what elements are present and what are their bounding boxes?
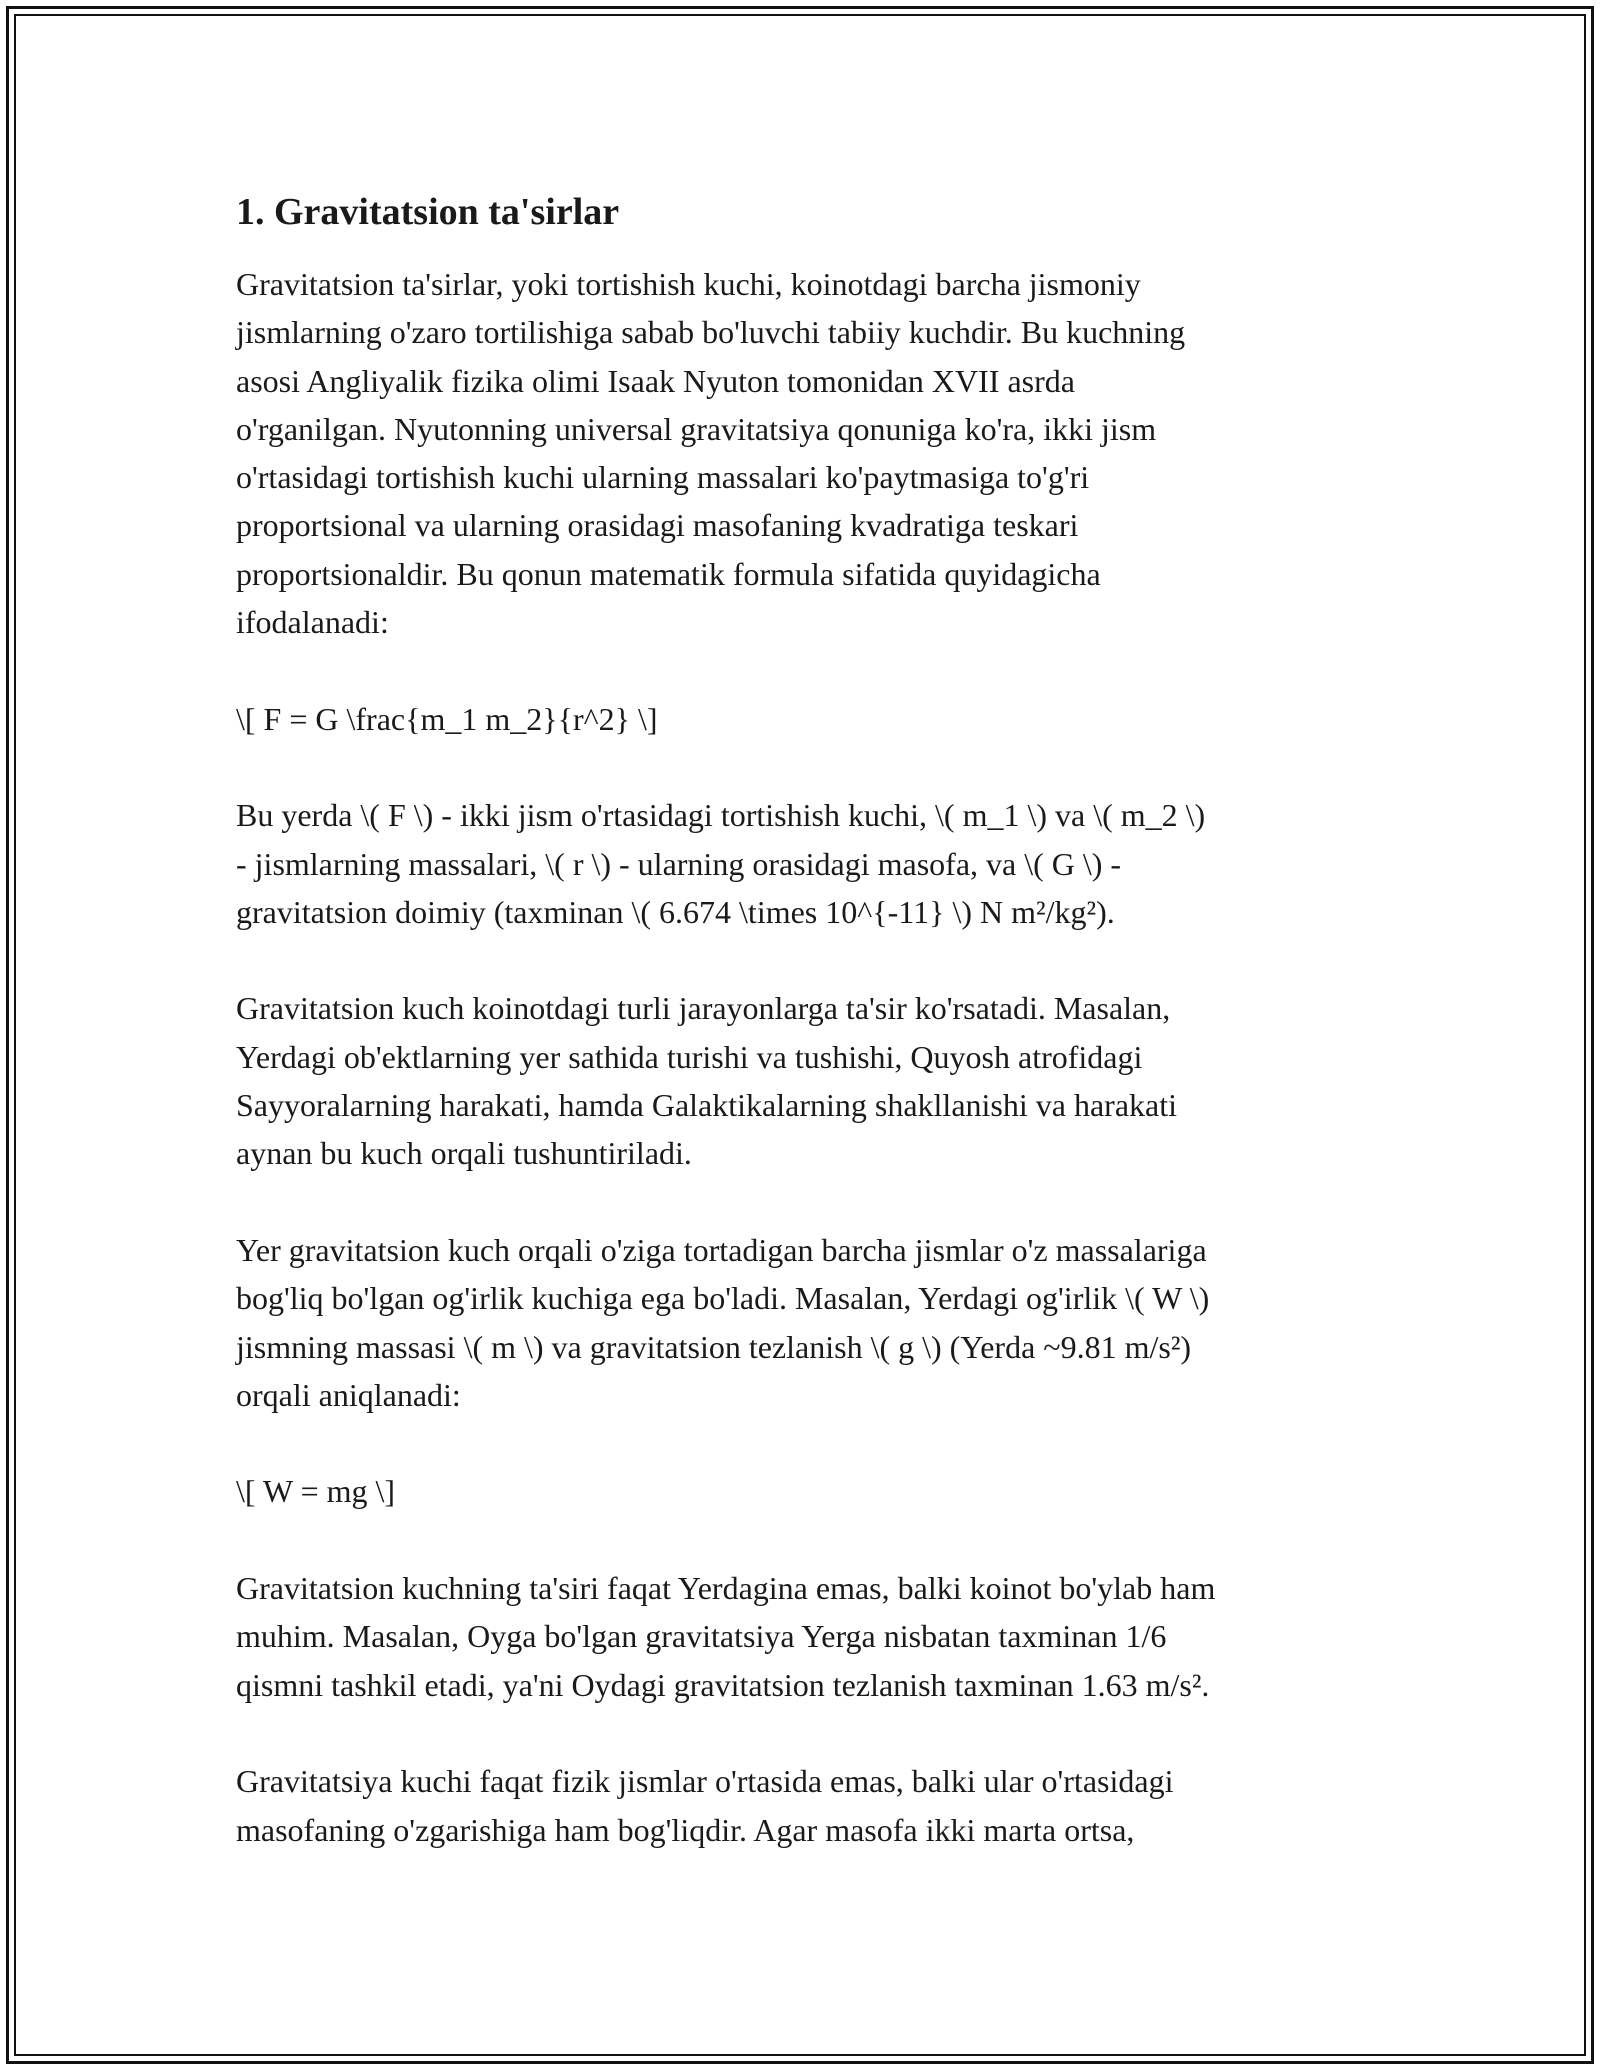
formula-block — [236, 695, 1376, 743]
formula-block — [236, 1467, 1376, 1515]
paragraph — [236, 984, 1376, 1177]
text-line: Bu yerda \( F \) - ikki jism o'rtasidagi tortishish kuchi, \( m_1 \) va \( m_2 \) — [236, 797, 1206, 834]
text-line: aynan bu kuch orqali tushuntiriladi. — [236, 1135, 692, 1172]
section-heading: 1. Gravitatsion ta'sirlar — [236, 191, 620, 233]
text-line: asosi Angliyalik fizika olimi Isaak Nyuton tomonidan XVII asrda — [236, 362, 1075, 399]
text-line: o'rtasidagi tortishish kuchi ularning massalari ko'paytmasiga to'g'ri — [236, 459, 1090, 496]
text-line: \[ F = G \frac{m_1 m_2}{r^2} \] — [236, 700, 658, 737]
text-line: masofaning o'zgarishiga ham bog'liqdir. Agar masofa ikki marta ortsa, — [236, 1811, 1135, 1848]
text-line: Yerdagi ob'ektlarning yer sathida turishi va tushishi, Quyosh atrofidagi — [236, 1038, 1143, 1075]
text-line: Gravitatsion ta'sirlar, yoki tortishish kuchi, koinotdagi barcha jismoniy — [236, 266, 1141, 302]
text-line: \[ W = mg \] — [236, 1473, 396, 1510]
text-line: bog'liq bo'lgan og'irlik kuchiga ega bo'ladi. Masalan, Yerdagi og'irlik \( W \) — [236, 1280, 1210, 1317]
text-line: orqali aniqlanadi: — [236, 1376, 461, 1413]
text-line: Gravitatsion kuch koinotdagi turli jarayonlarga ta'sir ko'rsatadi. Masalan, — [236, 990, 1171, 1027]
paragraph-list — [236, 260, 1376, 1854]
text-line: qismni tashkil etadi, ya'ni Oydagi gravitatsion tezlanish taxminan 1.63 m/s². — [236, 1666, 1210, 1703]
paragraph — [236, 791, 1376, 936]
text-line: jismlarning o'zaro tortilishiga sabab bo'luvchi tabiiy kuchdir. Bu kuchning — [236, 314, 1186, 351]
paragraph — [236, 1564, 1376, 1709]
text-line: Yer gravitatsion kuch orqali o'ziga tortadigan barcha jismlar o'z massalariga — [236, 1231, 1207, 1268]
paragraph — [236, 260, 1376, 646]
text-line: muhim. Masalan, Oyga bo'lgan gravitatsiya Yerga nisbatan taxminan 1/6 — [236, 1618, 1167, 1655]
text-line: Gravitatsiya kuchi faqat fizik jismlar o'rtasida emas, balki ular o'rtasidagi — [236, 1763, 1174, 1800]
text-line: Gravitatsion kuchning ta'siri faqat Yerdagina emas, balki koinot bo'ylab ham — [236, 1570, 1216, 1607]
text-line: jismning massasi \( m \) va gravitatsion tezlanish \( g \) (Yerda ~9.81 m/s²) — [236, 1328, 1192, 1365]
paragraph — [236, 1757, 1376, 1854]
text-line: gravitatsion doimiy (taxminan \( 6.674 \times 10^{-11} \) N m²/kg²). — [236, 893, 1115, 930]
paragraph — [236, 1226, 1376, 1419]
text-line: ifodalanadi: — [236, 604, 389, 641]
document-body — [236, 186, 1376, 1902]
text-line: proportsionaldir. Bu qonun matematik formula sifatida quyidagicha — [236, 555, 1101, 592]
text-line: proportsional va ularning orasidagi masofaning kvadratiga teskari — [236, 507, 1079, 544]
text-line: - jismlarning massalari, \( r \) - ularning orasidagi masofa, va \( G \) - — [236, 845, 1122, 882]
text-line: Sayyoralarning harakati, hamda Galaktikalarning shakllanishi va harakati — [236, 1087, 1177, 1124]
text-line: o'rganilgan. Nyutonning universal gravitatsiya qonuniga ko'ra, ikki jism — [236, 410, 1157, 447]
